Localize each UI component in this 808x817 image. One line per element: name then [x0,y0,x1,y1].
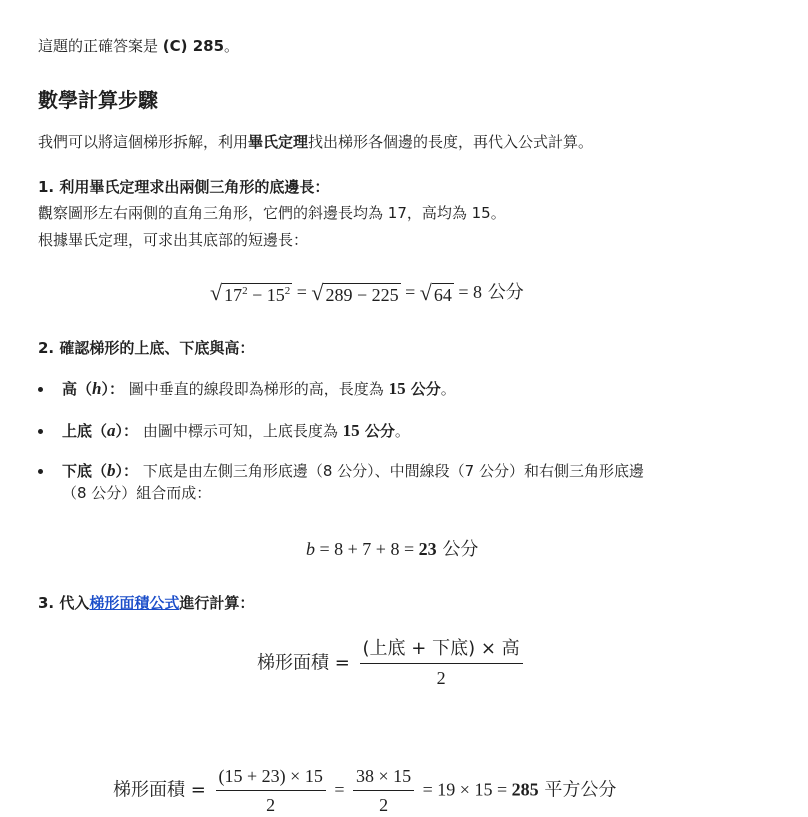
area-calculation: 梯形面積 = $\frac{(15 + 23) \times 15}{2}$ = $\frac{38 \times 15}{2}$ = 19 × 15 = 285 平方公分 [113,766,617,815]
step1-line2: 根據畢氏定理，可求出其底部的短邊長： [38,231,309,249]
area-fraction-2: $\frac{38 \times 15}{2}$ [353,764,414,817]
list-item: 下底（b）： 下底是由左側三角形底邊（8 公分）、中間線段（7 公分）和右側三角形底邊 （8 公分）組合而成： [62,460,752,504]
sqrt-expression-1: √ $17^2 - 15^2$ [210,279,291,305]
list-item: 高（h）： 圖中垂直的線段即為梯形的高，長度為 15 公分。 [62,378,456,400]
step1-title: 1. 利用畢氏定理求出兩側三角形的底邊長： [38,178,330,196]
step3-title: 3. 代入梯形面積公式進行計算： [38,594,255,612]
answer-line [38,35,239,57]
step2-title: 2. 確認梯形的上底、下底與高： [38,339,255,357]
answer-suffix: 。 [224,37,240,55]
answer-value: (C) 285 [162,37,225,55]
step1-line1: 觀察圖形左右兩側的直角三角形，它們的斜邊長均為 17，高均為 15。 [38,204,506,222]
sqrt-expression-3: √ 64 [419,279,452,305]
bullet-icon [38,387,43,392]
bullet-icon [38,469,43,474]
eq1-unit: 公分 [487,282,524,303]
lead-bold: 畢氏定理 [248,133,309,151]
trapezoid-area-formula-link[interactable]: 梯形面積公式 [89,594,180,612]
area-fraction: $\frac{\text{(上底 + 下底) × 高}}{2}$ [360,637,523,690]
bottom-base-equation: b = 8 + 7 + 8 = 23 公分 [306,539,479,560]
list-item: 上底（a）： 由圖中標示可知，上底長度為 15 公分。 [62,420,410,442]
pythagoras-equation: √ $17^2 - 15^2$ = √ 289 − 225 = √ 64 = 8 公分 [210,279,524,305]
area-fraction-1: $\frac{(15 + 23) \times 15}{2}$ [216,764,326,817]
area-formula: 梯形面積 = $\frac{\text{(上底 + 下底) × 高}}{2}$ [257,637,527,690]
lead-text-end: 找出梯形各個邊的長度，再代入公式計算。 [308,133,594,151]
lead-text: 我們可以將這個梯形拆解，利用 [38,133,249,151]
sqrt-expression-2: √ 289 − 225 [311,279,399,305]
lead-paragraph [38,131,593,153]
section-heading: 數學計算步驟 [38,88,158,112]
answer-prefix: 這題的正確答案是 [38,37,163,55]
bullet-icon [38,429,43,434]
